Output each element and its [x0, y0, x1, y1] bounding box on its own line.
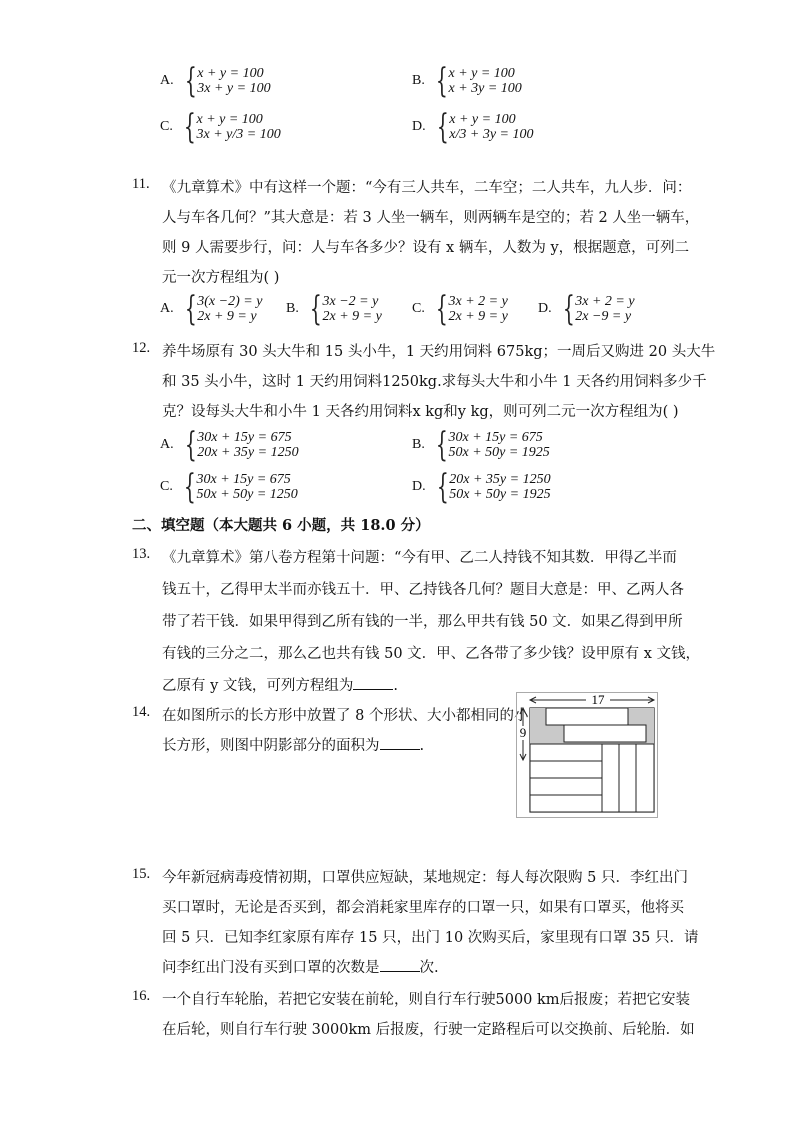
section-title: 二、填空题（本大题共 6 小题，共 18.0 分）: [132, 517, 430, 534]
q12-line-2: 和 35 头小牛，这时 1 天约用饲料1250kg.求每头大牛和小牛 1 天各约用饲料多少千: [162, 374, 707, 390]
q12-line-1: 养牛场原有 30 头大牛和 15 头小牛，1 天约用饲料 675kg；一周后又购进 20 头大牛: [162, 344, 716, 360]
answer-blank[interactable]: [380, 959, 420, 972]
q14-line-1: 在如图所示的长方形中放置了 8 个形状、大小都相同的小: [162, 708, 529, 724]
brace-icon: {: [435, 425, 448, 465]
brace-icon: {: [436, 467, 449, 507]
q11-option-c[interactable]: C. { 3x + 2 = y 2x + 9 = y: [412, 289, 508, 329]
q12-option-c[interactable]: C. { 30x + 15y = 675 50x + 50y = 1250: [160, 467, 298, 507]
q16-line-1: 一个自行车轮胎，若把它安装在前轮，则自行车行驶5000 km后报废；若把它安装: [162, 992, 691, 1008]
q11-line-4: 元一次方程组为( ): [162, 270, 280, 286]
q16-line-2: 在后轮，则自行车行驶 3000km 后报废，行驶一定路程后可以交换前、后轮胎．如: [162, 1022, 695, 1038]
q13-line-2: 钱五十，乙得甲太半而亦钱五十．甲、乙持钱各几何？题目大意是：甲、乙两人各: [162, 582, 684, 598]
answer-blank[interactable]: [353, 677, 393, 690]
q11-option-d[interactable]: D. { 3x + 2 = y 2x −9 = y: [538, 289, 635, 329]
q11-option-a[interactable]: A. { 3(x −2) = y 2x + 9 = y: [160, 289, 263, 329]
small-rect: [530, 761, 602, 778]
question-number: 13.: [132, 546, 151, 562]
small-rect: [546, 708, 628, 725]
q12-option-b[interactable]: B. { 30x + 15y = 675 50x + 50y = 1925: [412, 425, 550, 465]
question-number: 11.: [132, 176, 150, 192]
q13-line-4: 有钱的三分之二，那么乙也共有钱 50 文．甲、乙各带了多少钱？设甲原有 x 文钱，: [162, 646, 701, 662]
small-rect: [530, 795, 602, 812]
small-rect: [619, 744, 636, 812]
small-rect: [602, 744, 619, 812]
brace-icon: {: [184, 61, 197, 101]
q15-line-1: 今年新冠病毒疫情初期，口罩供应短缺，某地规定：每人每次限购 5 只．李红出门: [162, 870, 688, 886]
brace-icon: {: [435, 289, 448, 329]
q15-line-3: 回 5 只．已知李红家原有库存 15 只，出门 10 次购买后，家里现有口罩 35 只．请: [162, 930, 699, 946]
question-number: 15.: [132, 866, 151, 882]
q13-line-1: 《九章算术》第八卷方程第十问题：“今有甲、乙二人持钱不知其数．甲得乙半而: [162, 550, 677, 566]
question-number: 12.: [132, 340, 151, 356]
q11-option-b[interactable]: B. { 3x −2 = y 2x + 9 = y: [286, 289, 382, 329]
q12-option-d[interactable]: D. { 20x + 35y = 1250 50x + 50y = 1925: [412, 467, 551, 507]
q13-line-3: 带了若干钱．如果甲得到乙所有钱的一半，那么甲共有钱 50 文．如果乙得到甲所: [162, 614, 683, 630]
question-number: 14.: [132, 704, 151, 720]
width-label: 17: [591, 692, 605, 707]
q15-line-2: 买口罩时，无论是否买到，都会消耗家里库存的口罩一只，如果有口罩买，他将买: [162, 900, 684, 916]
small-rect: [530, 744, 602, 761]
q12-option-a[interactable]: A. { 30x + 15y = 675 20x + 35y = 1250: [160, 425, 299, 465]
question-number: 16.: [132, 988, 151, 1004]
q12-line-3: 克？设每头大牛和小牛 1 天各约用饲料x kg和y kg，则可列二元一次方程组为( ): [162, 404, 679, 420]
q14-line-2: 长方形，则图中阴影部分的面积为 .: [162, 738, 425, 754]
q11-line-3: 则 9 人需要步行，问：人与车各多少？设有 x 辆车，人数为 y，根据题意，可列二: [162, 240, 690, 256]
q10-option-a[interactable]: A. { x + y = 100 3x + y = 100: [160, 61, 271, 101]
q15-line-4: 问李红出门没有买到口罩的次数是 次.: [162, 960, 439, 976]
q10-option-c[interactable]: C. { x + y = 100 3x + y/3 = 100: [160, 107, 281, 147]
small-rect: [564, 725, 646, 742]
q11-line-2: 人与车各几何？”其大意是：若 3 人坐一辆车，则两辆车是空的；若 2 人坐一辆车，: [162, 210, 700, 226]
brace-icon: {: [435, 61, 448, 101]
brace-icon: {: [183, 107, 196, 147]
answer-blank[interactable]: [380, 737, 420, 750]
small-rect: [636, 744, 654, 812]
brace-icon: {: [184, 289, 197, 329]
q10-option-b[interactable]: B. { x + y = 100 x + 3y = 100: [412, 61, 522, 101]
height-label: 9: [519, 725, 527, 740]
q13-line-5: 乙原有 y 文钱，可列方程组为 .: [162, 678, 399, 694]
q11-line-1: 《九章算术》中有这样一个题：“今有三人共车，二车空；二人共车，九人步．问：: [162, 180, 692, 196]
brace-icon: {: [562, 289, 575, 329]
brace-icon: {: [184, 425, 197, 465]
rectangle-figure: [516, 692, 658, 818]
q10-option-d[interactable]: D. { x + y = 100 x/3 + 3y = 100: [412, 107, 534, 147]
brace-icon: {: [309, 289, 322, 329]
brace-icon: {: [183, 467, 196, 507]
small-rect: [530, 778, 602, 795]
brace-icon: {: [436, 107, 449, 147]
option-letter: A.: [160, 73, 174, 88]
